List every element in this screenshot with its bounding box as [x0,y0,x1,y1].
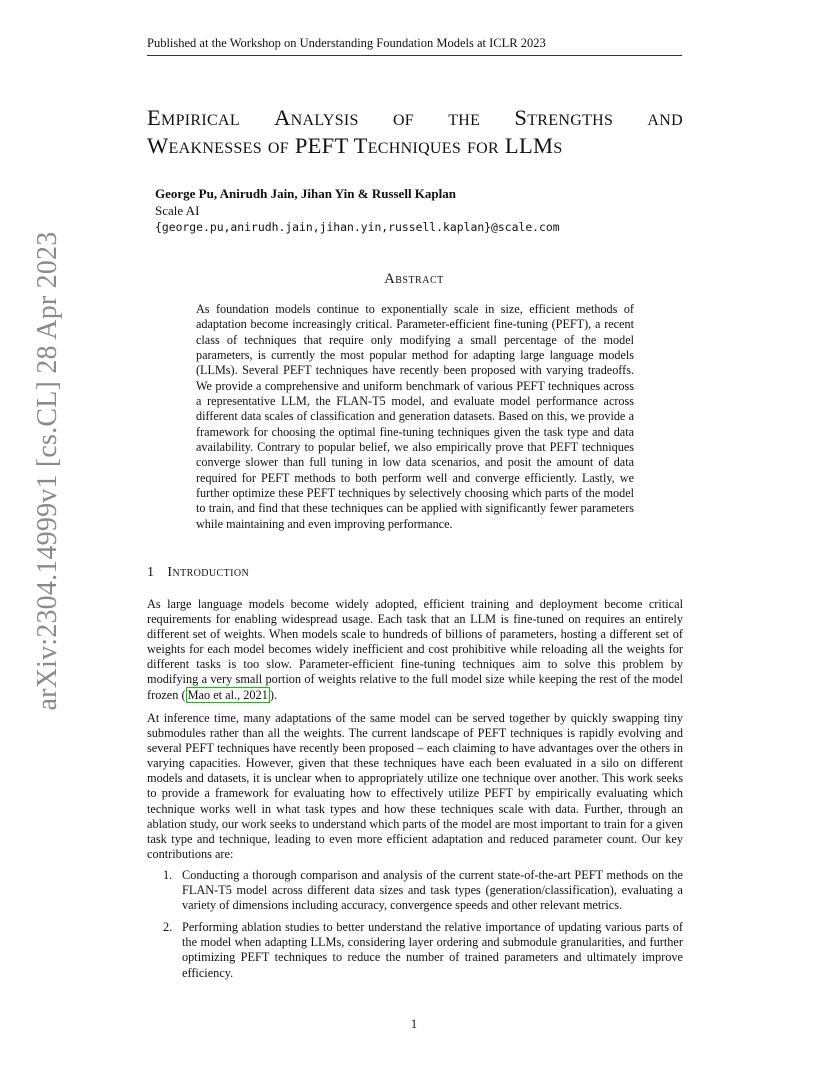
title-line-2: Weaknesses of PEFT Techniques for LLMs [147,133,563,158]
title-line-1 [147,104,683,132]
title-word: the [448,105,481,130]
citation-separator: , [237,687,244,702]
abstract-heading: Abstract [384,271,444,287]
title-word: Strengths [514,105,614,130]
title-word: and [647,105,683,130]
author-block [155,186,560,236]
citation-author: Mao et al. [187,687,238,702]
section-title: Introduction [167,565,250,580]
title-word: of [392,105,414,130]
page-number: 1 [410,1017,418,1031]
paper-title [147,104,687,160]
abstract-body: As foundation models continue to exponentially scale in size, efficient methods of adaptation become increasingly critical. Parameter-efficient fine-tuning (PEFT), a recent class of techniques that require only modifying a small percentage of the model parameters, is currently the most popular method for adapting large language models (LLMs). Several PEFT techniques have recently been proposed with varying tradeoffs. We provide a comprehensive and uniform benchmark of various PEFT techniques across a representative LLM, the FLAN-T5 model, and evaluate model performance across different data scales of classification and generation datasets. Based on this, we provide a framework for choosing the optimal fine-tuning techniques given the task type and data availability. Contrary to popular belief, we also empirically prove that PEFT techniques converge slower than full tuning in low data scenarios, and posit the amount of data required for PEFT methods to both perform well and converge efficiently. Lastly, we further optimize these PEFT techniques by selectively choosing which parts of the model to train, and find that these techniques can be applied with significantly fewer parameters while maintaining and even improving performance. [196,302,634,531]
author-names: George Pu, Anirudh Jain, Jihan Yin & Russell Kaplan [155,186,456,201]
list-item-text: Performing ablation studies to better understand the relative importance of updating various parts of the model when adapting LLMs, considering layer ordering and submodule granularities, and further optimizing PEFT techniques to reduce the number of trained parameters and ultimately improve efficiency. [182,920,683,980]
section-number: 1 [147,565,155,580]
contributions-list [163,868,683,988]
intro-paragraph-1 [147,597,683,703]
list-item-text: Conducting a thorough comparison and analysis of the current state-of-the-art PEFT methods on the FLAN-T5 model across different data sizes and task types (generation/classification), evaluating a variety of dimensions including accuracy, convergence speeds and other relevant metrics. [182,868,683,913]
section-heading-introduction [147,565,249,581]
list-number: 1. [163,868,173,882]
paragraph-text: As large language models become widely adopted, efficient training and deployment become critical requirements for enabling widespread usage. Each task that an LLM is fine-tuned on requires an entirely different set of weights. When models scale to hundreds of billions of parameters, hosting a different set of weights for each model becomes widely inefficient and cost prohibitive while reloading all the weights for different tasks is too slow. Parameter-efficient fine-tuning techniques aim to solve this problem by modifying a very small portion of weights relative to the full model size while keeping the rest of the model frozen ( [147,597,683,702]
running-header: Published at the Workshop on Understanding Foundation Models at ICLR 2023 [147,36,682,56]
author-affiliation: Scale AI [155,202,200,218]
intro-paragraph-2: At inference time, many adaptations of the same model can be served together by quickly swapping tiny submodules rather than all the weights. The current landscape of PEFT techniques is rapidly evolving and several PEFT techniques have recently been proposed – each claiming to have advantages over the others in varying capacities. However, given that these techniques have each been evaluated in a silo on different models and datasets, it is unclear when to appropriately utilize one technique over another. This work seeks to provide a framework for evaluating how to effectively utilize PEFT by empirically evaluating which technique works well in what task types and how these techniques scale with data. Further, through an ablation study, our work seeks to understand which parts of the model are most important to train for a given task type and technique, leading to even more efficient adaptation and reduced parameter count. Our key contributions are: [147,711,683,861]
citation-link[interactable] [186,687,270,703]
title-word: Empirical [147,105,240,130]
paragraph-end: ). [269,687,278,702]
list-item [163,920,683,980]
citation-year: 2021 [243,687,268,702]
arxiv-identifier-stamp: arXiv:2304.14999v1 [cs.CL] 28 Apr 2023 [32,231,63,711]
list-item [163,868,683,913]
author-email: {george.pu,anirudh.jain,jihan.yin,russell.kaplan}@scale.com [155,220,560,234]
list-number: 2. [163,920,173,935]
title-word: Analysis [274,105,359,130]
